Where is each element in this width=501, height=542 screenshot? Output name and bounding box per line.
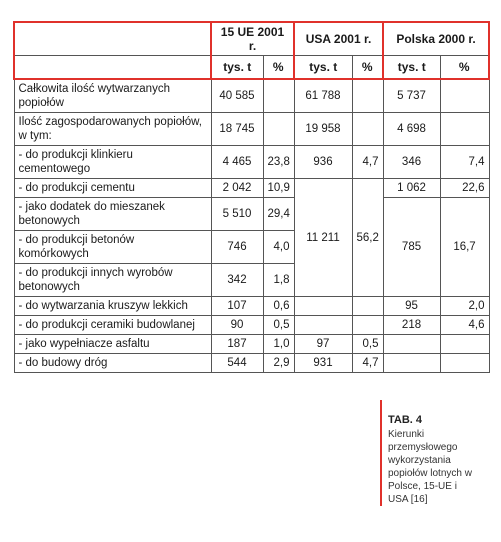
cell-ue-t: 342 [211, 264, 263, 297]
cell-ue-t: 40 585 [211, 79, 263, 113]
header-group-ue: 15 UE 2001 r. [211, 22, 294, 56]
fly-ash-table [13, 21, 490, 373]
cell-pl-t [383, 354, 440, 373]
cell-pl-p: 7,4 [440, 146, 489, 179]
cell-ue-p: 10,9 [263, 179, 294, 198]
cell-ue-p: 2,9 [263, 354, 294, 373]
table-row [14, 354, 489, 373]
cell-usa-t [294, 297, 352, 316]
cell-usa-t-merged: 11 211 [294, 179, 352, 297]
cell-usa-t: 936 [294, 146, 352, 179]
cell-ue-p: 1,8 [263, 264, 294, 297]
cell-pl-t: 4 698 [383, 113, 440, 146]
header-group-pl: Polska 2000 r. [383, 22, 489, 56]
cell-usa-p-merged: 56,2 [352, 179, 383, 297]
cell-ue-t: 18 745 [211, 113, 263, 146]
table-row [14, 179, 489, 198]
cell-pl-p [440, 113, 489, 146]
header-row-units [14, 56, 489, 80]
cell-ue-t: 544 [211, 354, 263, 373]
cell-ue-p: 29,4 [263, 198, 294, 231]
row-label: - do produkcji innych wyrobów betonowych [14, 264, 211, 297]
row-label: - do budowy dróg [14, 354, 211, 373]
cell-ue-t: 5 510 [211, 198, 263, 231]
cell-pl-t-merged: 785 [383, 198, 440, 297]
cell-usa-t [294, 316, 352, 335]
header-row-groups [14, 22, 489, 56]
header-corner [14, 22, 211, 56]
cell-usa-p [352, 316, 383, 335]
cell-ue-p: 1,0 [263, 335, 294, 354]
caption-text: Kierunki przemysłowego wykorzystania popiołów lotnych w Polsce, 15-UE i USA [16] [388, 429, 472, 505]
header-unit-ue-t: tys. t [211, 56, 263, 80]
cell-usa-t: 931 [294, 354, 352, 373]
row-label: Całkowita ilość wytwarzanych popiołów [14, 79, 211, 113]
cell-usa-t: 19 958 [294, 113, 352, 146]
table-row [14, 146, 489, 179]
header-unit-pl-t: tys. t [383, 56, 440, 80]
cell-usa-p: 4,7 [352, 146, 383, 179]
header-unit-usa-t: tys. t [294, 56, 352, 80]
row-label: Ilość zagospodarowanych popiołów, w tym: [14, 113, 211, 146]
cell-usa-p [352, 297, 383, 316]
header-unit-usa-p: % [352, 56, 383, 80]
cell-usa-t: 97 [294, 335, 352, 354]
row-label: - do produkcji cementu [14, 179, 211, 198]
cell-pl-p-merged: 16,7 [440, 198, 489, 297]
cell-usa-t: 61 788 [294, 79, 352, 113]
cell-ue-p [263, 79, 294, 113]
table-row [14, 79, 489, 113]
cell-usa-p [352, 113, 383, 146]
table-row [14, 316, 489, 335]
cell-pl-t: 95 [383, 297, 440, 316]
cell-ue-t: 187 [211, 335, 263, 354]
table-row [14, 113, 489, 146]
header-unit-ue-p: % [263, 56, 294, 80]
cell-pl-p [440, 335, 489, 354]
cell-pl-p: 4,6 [440, 316, 489, 335]
cell-ue-p: 0,5 [263, 316, 294, 335]
table-caption [380, 400, 478, 506]
row-label: - do produkcji betonów komórkowych [14, 231, 211, 264]
cell-usa-p [352, 79, 383, 113]
table-row [14, 335, 489, 354]
cell-ue-p: 23,8 [263, 146, 294, 179]
cell-ue-t: 90 [211, 316, 263, 335]
cell-pl-p: 2,0 [440, 297, 489, 316]
cell-ue-p: 4,0 [263, 231, 294, 264]
row-label: - do produkcji ceramiki budowlanej [14, 316, 211, 335]
cell-ue-t: 107 [211, 297, 263, 316]
cell-usa-p: 4,7 [352, 354, 383, 373]
cell-pl-p [440, 79, 489, 113]
cell-ue-t: 4 465 [211, 146, 263, 179]
header-unit-pl-p: % [440, 56, 489, 80]
cell-pl-t: 1 062 [383, 179, 440, 198]
row-label: - do wytwarzania kruszyw lekkich [14, 297, 211, 316]
cell-pl-t: 346 [383, 146, 440, 179]
cell-pl-p: 22,6 [440, 179, 489, 198]
cell-ue-t: 2 042 [211, 179, 263, 198]
cell-ue-p [263, 113, 294, 146]
table-row [14, 297, 489, 316]
cell-usa-p: 0,5 [352, 335, 383, 354]
cell-ue-t: 746 [211, 231, 263, 264]
cell-ue-p: 0,6 [263, 297, 294, 316]
header-corner-lower [14, 56, 211, 80]
cell-pl-t: 5 737 [383, 79, 440, 113]
cell-pl-p [440, 354, 489, 373]
caption-title: TAB. 4 [388, 414, 423, 426]
row-label: - jako wypełniacze asfaltu [14, 335, 211, 354]
cell-pl-t: 218 [383, 316, 440, 335]
header-group-usa: USA 2001 r. [294, 22, 383, 56]
cell-pl-t [383, 335, 440, 354]
table-row [14, 198, 489, 231]
row-label: - jako dodatek do mieszanek betonowych [14, 198, 211, 231]
row-label: - do produkcji klinkieru cementowego [14, 146, 211, 179]
